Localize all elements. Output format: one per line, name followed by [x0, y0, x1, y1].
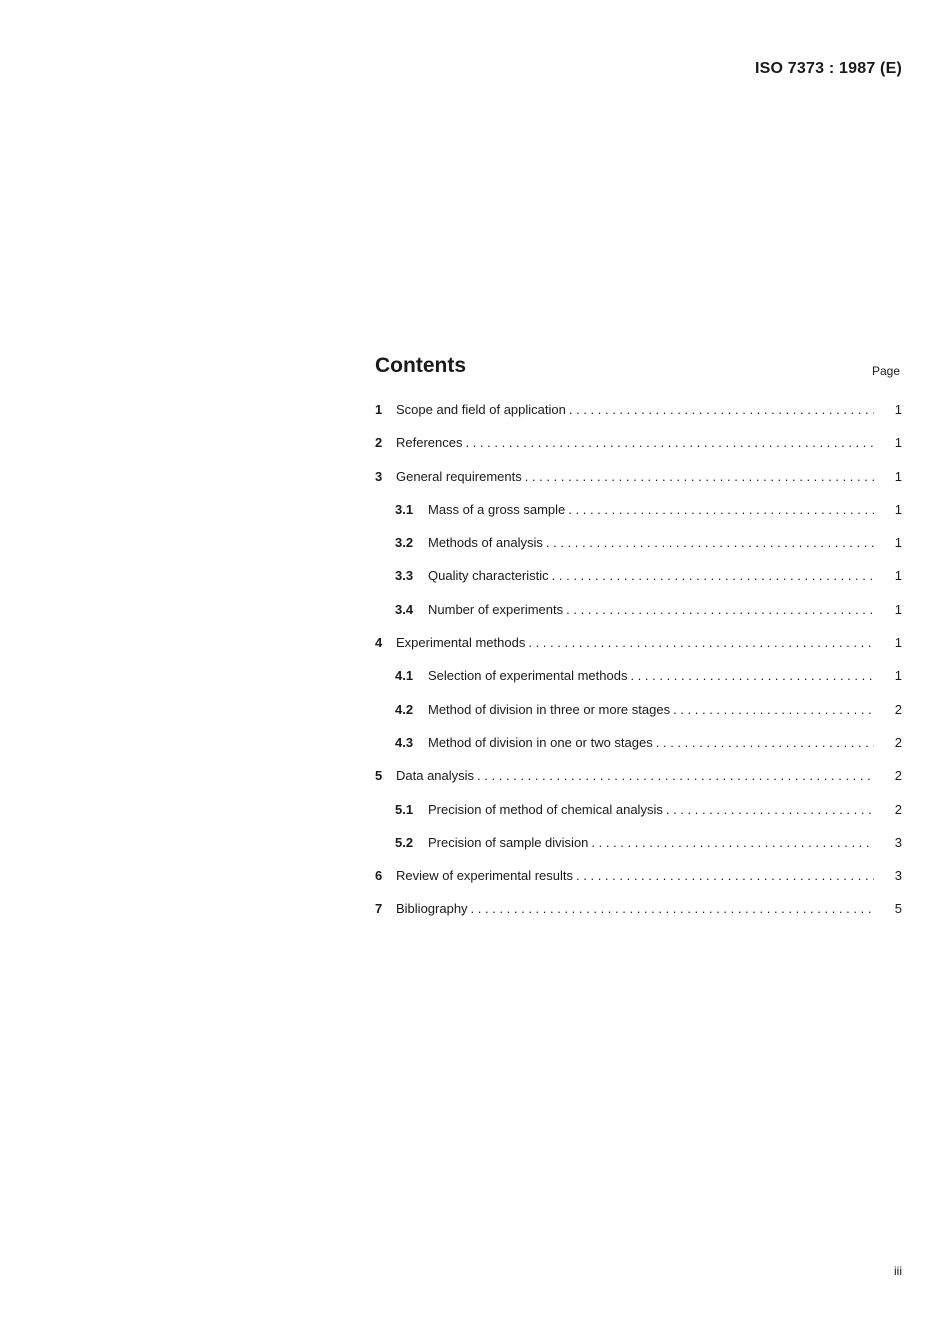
toc-dot-leader — [528, 631, 874, 655]
toc-entry-title: Quality characteristic — [428, 568, 549, 584]
toc-dot-leader — [630, 664, 874, 688]
toc-entry-page: 1 — [894, 402, 902, 417]
toc-dot-leader — [477, 764, 874, 788]
toc-entry-page: 1 — [894, 568, 902, 584]
toc-entry[interactable] — [375, 731, 902, 764]
toc-entry-number: 7 — [375, 901, 383, 917]
toc-entry[interactable] — [375, 398, 902, 431]
toc-entry[interactable] — [375, 698, 902, 731]
toc-entry[interactable] — [375, 598, 902, 631]
toc-dot-leader — [566, 598, 874, 622]
toc-entry-page: 5 — [894, 901, 902, 917]
toc-entry-page: 2 — [894, 768, 902, 784]
toc-dot-leader — [673, 698, 874, 722]
toc-dot-leader — [656, 731, 874, 755]
toc-dot-leader — [666, 798, 874, 822]
toc-entry-number: 3.4 — [395, 601, 414, 617]
toc-entry-number: 4.3 — [395, 734, 414, 750]
document-header-standard-id: ISO 7373 : 1987 (E) — [755, 60, 902, 77]
toc-entry-number: 2 — [375, 435, 383, 451]
toc-entry-title: Number of experiments — [428, 601, 564, 617]
toc-entry[interactable] — [375, 798, 902, 831]
toc-entry-title: Bibliography — [396, 901, 468, 917]
toc-entry-number: 4.1 — [395, 668, 414, 684]
toc-entry-page: 2 — [894, 734, 902, 750]
toc-entry-number: 4.2 — [395, 701, 414, 717]
toc-entry-page: 2 — [894, 701, 902, 717]
toc-entry-title: General requirements — [396, 468, 522, 484]
page-number: iii — [894, 1264, 902, 1278]
toc-entry-page: 1 — [894, 601, 902, 617]
toc-dot-leader — [568, 498, 874, 522]
toc-dot-leader — [569, 398, 874, 422]
toc-entry[interactable] — [375, 897, 902, 930]
toc-entry-title: Experimental methods — [396, 635, 526, 651]
toc-entry-number: 3.2 — [395, 535, 414, 551]
toc-entry-title: Scope and field of application — [396, 402, 566, 417]
toc-entry-title: Mass of a gross sample — [428, 501, 566, 517]
toc-entry-number: 4 — [375, 635, 383, 651]
toc-dot-leader — [546, 531, 874, 555]
toc-entry[interactable] — [375, 764, 902, 797]
toc-entry-title: Precision of sample division — [428, 834, 589, 850]
toc-entry[interactable] — [375, 831, 902, 864]
toc-entry-page: 3 — [894, 834, 902, 850]
toc-entry-title: Review of experimental results — [396, 868, 574, 884]
toc-entry-page: 3 — [894, 868, 902, 884]
page-column-label: Page — [871, 364, 900, 378]
toc-entry-number: 3.3 — [395, 568, 414, 584]
toc-entry[interactable] — [375, 631, 902, 664]
toc-entry[interactable] — [375, 465, 902, 498]
toc-entry-page: 1 — [894, 501, 902, 517]
contents-heading: Contents — [375, 354, 466, 377]
toc-entry-number: 1 — [375, 402, 383, 417]
toc-dot-leader — [552, 564, 874, 588]
toc-entry-title: Precision of method of chemical analysis — [428, 801, 663, 817]
toc-entry-title: Selection of experimental methods — [428, 668, 628, 684]
toc-entry[interactable] — [375, 564, 902, 597]
toc-dot-leader — [576, 864, 874, 888]
toc-entry-number: 5.2 — [395, 834, 414, 850]
table-of-contents — [375, 398, 902, 931]
toc-entry-page: 2 — [894, 801, 902, 817]
toc-dot-leader — [465, 431, 874, 455]
toc-entry-title: Methods of analysis — [428, 535, 543, 551]
toc-entry[interactable] — [375, 864, 902, 897]
toc-entry[interactable] — [375, 431, 902, 464]
toc-entry[interactable] — [375, 664, 902, 697]
toc-dot-leader — [525, 465, 874, 489]
toc-entry-page: 1 — [894, 468, 902, 484]
toc-entry-page: 1 — [894, 668, 902, 684]
toc-entry-number: 3 — [375, 468, 383, 484]
toc-dot-leader — [591, 831, 874, 855]
toc-entry-title: Data analysis — [396, 768, 475, 784]
toc-entry-number: 5 — [375, 768, 383, 784]
toc-entry-page: 1 — [894, 435, 902, 451]
toc-entry[interactable] — [375, 531, 902, 564]
toc-entry-number: 6 — [375, 868, 383, 884]
toc-entry-title: References — [396, 435, 463, 451]
toc-entry-number: 3.1 — [395, 501, 414, 517]
toc-entry-page: 1 — [894, 535, 902, 551]
toc-dot-leader — [471, 897, 874, 921]
toc-entry-title: Method of division in three or more stages — [428, 701, 671, 717]
toc-entry-title: Method of division in one or two stages — [428, 734, 653, 750]
toc-entry-number: 5.1 — [395, 801, 414, 817]
toc-entry-page: 1 — [894, 635, 902, 651]
toc-entry[interactable] — [375, 498, 902, 531]
